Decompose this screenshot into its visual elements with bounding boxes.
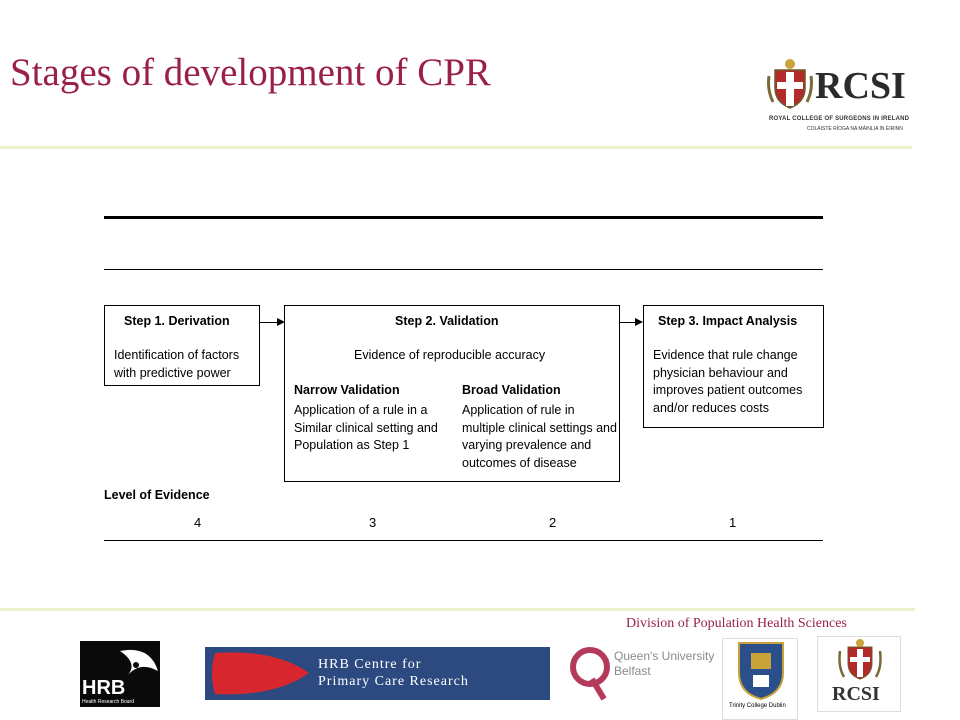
- qub-q-icon: [570, 645, 612, 701]
- evidence-level: 3: [369, 515, 377, 530]
- tcd-shield-icon: [723, 639, 799, 701]
- rcsi-wordmark: RCSI: [815, 65, 906, 107]
- arrow-1-line: [260, 322, 278, 323]
- hrb-centre-line2: Primary Care Research: [318, 674, 469, 689]
- step-1-box: [104, 305, 260, 386]
- header-rule: [0, 146, 912, 149]
- hrb-centre-line1: HRB Centre for: [318, 657, 422, 672]
- narrow-validation-text: Application of a rule in a Similar clinical setting and Population as Step 1: [294, 403, 438, 452]
- diagram-bottom-rule: [104, 540, 823, 541]
- step-2-subtitle: Evidence of reproducible accuracy: [354, 348, 546, 362]
- rcsi-crest-icon: [818, 637, 902, 683]
- step-2-title: Step 2. Validation: [395, 314, 499, 328]
- red-swoosh-icon: [205, 647, 315, 700]
- footer-rule: [0, 608, 915, 611]
- arrow-2-head: [635, 318, 643, 326]
- step-1-title: Step 1. Derivation: [124, 314, 230, 328]
- slide-title: Stages of development of CPR: [10, 51, 491, 94]
- tcd-wordmark: Trinity College Dublin: [729, 703, 786, 709]
- qub-line2: Belfast: [614, 664, 651, 678]
- level-of-evidence-label: Level of Evidence: [104, 488, 210, 502]
- diagram-caption-rule: [104, 269, 823, 270]
- step-1-text: Identification of factors with predictive power: [114, 348, 240, 380]
- rcsi-header-logo: [767, 56, 910, 140]
- hrb-wordmark: HRB: [82, 677, 126, 699]
- rcsi-subtitle: ROYAL COLLEGE OF SURGEONS IN IRELAND: [769, 116, 910, 122]
- division-name: Division of Population Health Sciences: [626, 616, 847, 631]
- step-2-box: [284, 305, 620, 482]
- narrow-validation-title: Narrow Validation: [294, 383, 400, 397]
- crest-icon: [767, 56, 813, 112]
- step-3-box: [643, 305, 824, 428]
- evidence-level: 1: [729, 515, 737, 530]
- rcsi-footer-logo: [817, 636, 901, 712]
- evidence-level: 2: [549, 515, 557, 530]
- hrb-tagline: Health Research Board: [82, 699, 134, 705]
- qub-line1: Queen's University: [614, 649, 715, 663]
- evidence-level: 4: [194, 515, 202, 530]
- broad-validation-title: Broad Validation: [462, 383, 561, 397]
- qub-logo: [570, 645, 715, 701]
- arrow-2-line: [620, 322, 636, 323]
- rcsi-subtitle-irish: COLÁISTE RÍOGA NA MÁINLIA IN ÉIRINN: [807, 126, 903, 132]
- step-3-text: Evidence that rule change physician behaviour and improves patient outcomes and/or reduces costs: [653, 348, 803, 415]
- tcd-logo: [722, 638, 798, 720]
- hrb-centre-logo: [205, 647, 550, 700]
- diagram-top-rule: [104, 216, 823, 219]
- broad-validation-text: Application of rule in multiple clinical settings and varying prevalence and outcomes of disease: [462, 403, 617, 470]
- step-3-title: Step 3. Impact Analysis: [658, 314, 798, 328]
- rcsi-footer-wordmark: RCSI: [832, 683, 880, 705]
- hrb-logo: [80, 641, 160, 707]
